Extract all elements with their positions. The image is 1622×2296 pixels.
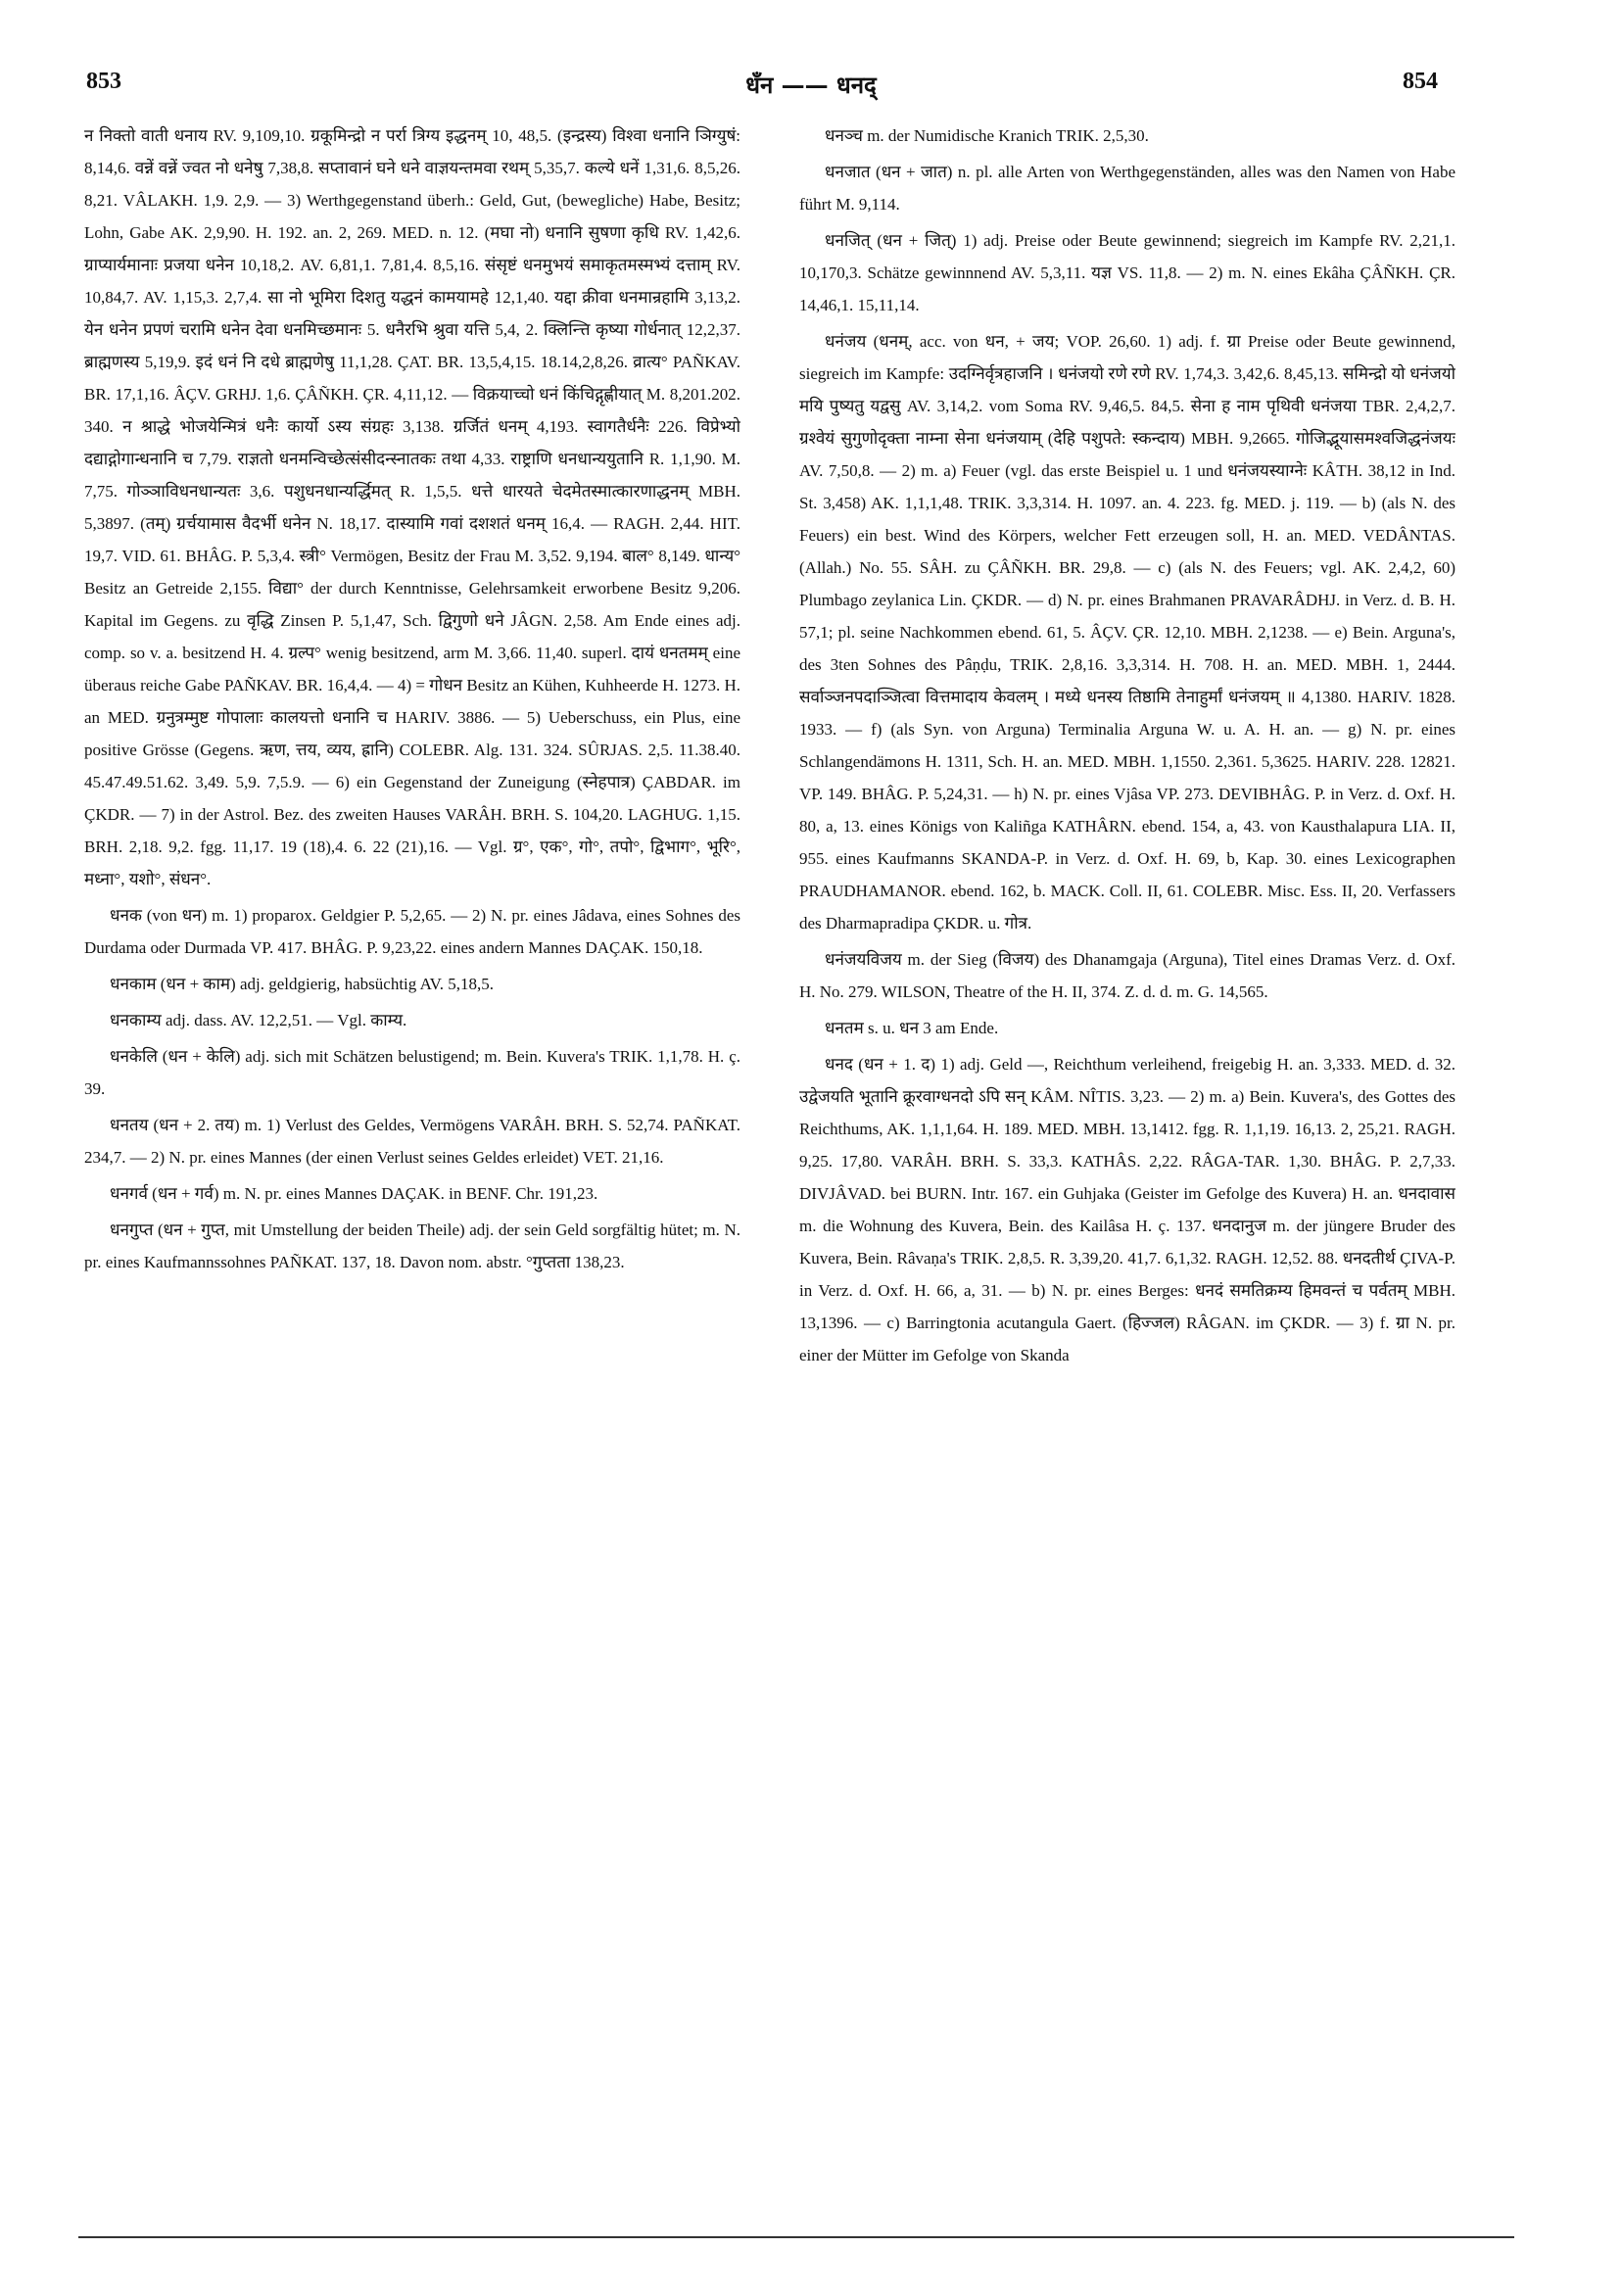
entry-dhanamjaya: धनंजय (धनम्, acc. von धन, + जय; VOP. 26,60. 1) adj. f. ग्रा Preise oder Beute gewinnend, siegreich im Kampfe: उदग्निर्वृत्रहाजनि । धनंजयो रणे रणे RV. 1,74,3. 3,42,6. 8,45,13. समिन्द्रो यो धनंजयो मयि पुष्यतु यद्वसु AV. 3,14,2. vom Soma RV. 9,46,5. 84,5. सेना ह नाम पृथिवी धनंजया TBR. 2,4,2,7. ग्रश्वेयं सुगुणोदृक्ता नाम्ना सेना धनंजयाम् (देहि पशुपते: स्कन्दाय) MBH. 9,2665. गोजिद्भूयासमश्वजिद्धनंजयः AV. 7,50,8. — 2) m. a) Feuer (vgl. das erste Beispiel u. 1 und धनंजयस्याग्नेः KÂTH. 38,12 in Ind. St. 3,458) AK. 1,1,1,48. TRIK. 3,3,314. H. 1097. an. 4. 223. fg. MED. j. 119. — b) (als N. des Feuers) ein best. Wind des Körpers, welcher Fett erzeugen soll, H. an. MED. VEDÂNTAS. (Allah.) No. 55. SÂH. zu ÇÂÑKH. BR. 29,8. — c) (als N. des Feuers; vgl. AK. 2,4,2, 60) Plumbago zeylanica Lin. ÇKDR. — d) N. pr. eines Brahmanen PRAVARÂDHJ. in Verz. d. B. H. 57,1; pl. seine Nachkommen ebend. 61, 5. ÂÇV. ÇR. 12,10. MBH. 2,1238. — e) Bein. Arguna's, des 3ten Sohnes des Pâṇḍu, TRIK. 2,8,16. 3,3,314. H. 708. H. an. MED. MBH. 1, 2444. सर्वाञ्जनपदाञ्जित्वा वित्तमादाय केवलम् । मध्ये धनस्य तिष्ठामि तेनाहुर्मां धनंजयम् ॥ 4,1380. HARIV. 1828. 1933. — f) (als Syn. von Arguna) Terminalia Arguna W. u. A. H. an. — g) N. pr. eines Schlangendämons H. 1311, Sch. H. an. MED. MBH. 1,1550. 2,361. 5,3625. HARIV. 228. 12821. VP. 149. BHÂG. P. 5,24,31. — h) N. pr. eines Vjâsa VP. 273. DEVIBHÂG. P. in Verz. d. Oxf. H. 80, a, 13. eines Königs von Kaliñga KATHÂRN. ebend. 154, a, 43. von Kausthalapura LIA. II, 955. eines Kaufmanns SKANDA-P. in Verz. d. Oxf. H. 69, b, Kap. 30. eines Lexicographen PRAUDHAMANOR. ebend. 162, b. MACK. Coll. II, 61. COLEBR. Misc. Ess. II, 20. Verfassers des Dharmapradipa ÇKDR. u. गोत्र. bbox=[799, 332, 1455, 933]
entry-dhanakama: धनकाम (धन + काम) adj. geldgierig, habsüchtig AV. 5,18,5. bbox=[110, 975, 495, 993]
left-column bbox=[84, 120, 740, 2157]
dictionary-columns bbox=[84, 120, 1455, 2157]
entry-dhanajata: धनजात (धन + जात) n. pl. alle Arten von Werthgegenständen, alles was den Namen von Habe führt M. 9,114. bbox=[799, 163, 1455, 214]
bottom-rule bbox=[78, 2236, 1514, 2238]
entry-dhanajit: धनजित् (धन + जित्) 1) adj. Preise oder Beute gewinnend; siegreich im Kampfe RV. 2,21,1. 10,170,3. Schätze gewinnnend AV. 5,3,11. यज्ञ VS. 11,8. — 2) m. N. eines Ekâha ÇÂÑKH. ÇR. 14,46,1. 15,11,14. bbox=[799, 231, 1455, 314]
entry-dhanakamya: धनकाम्य adj. dass. AV. 12,2,51. — Vgl. काम्य. bbox=[110, 1011, 407, 1029]
entry-dhana-continuation: न निक्तो वाती धनाय RV. 9,109,10. ग्रकूमिन्द्रो न पर्रा त्रिग्य इद्धनम् 10, 48,5. (इन्द्रस्य) विश्वा धनानि ञिग्युषं: 8,14,6. वन्नें वन्नें ज्वत नो धनेषु 7,38,8. सप्तावानं घने धने वाज्ञयन्तमवा रथम् 5,35,7. कल्ये धनें 1,31,6. 8,5,26. 8,21. VÂLAKH. 1,9. 2,9. — 3) Werthgegenstand überh.: Geld, Gut, (bewegliche) Habe, Besitz; Lohn, Gabe AK. 2,9,90. H. 192. an. 2, 269. MED. n. 12. (मघा नो) धनानि सुषणा कृधि RV. 1,42,6. ग्राप्यार्यमानाः प्रजया धनेन 10,18,2. AV. 6,81,1. 7,81,4. 8,5,16. संसृष्टं धनमुभयं समाकृतमस्मभ्यं दत्ताम् RV. 10,84,7. AV. 1,15,3. 2,7,4. सा नो भूमिरा दिशतु यद्धनं कामयामहे 12,1,40. यद्दा क्रीवा धनमान्रहामि 3,13,2. येन धनेन प्रपणं चरामि धनेन देवा धनमिच्छमानः 5. धनैरभि श्रुवा यत्ति 5,4, 2. क्लिन्त्ति कृष्या गोर्धनात् 12,2,37. ब्राह्मणस्य 5,19,9. इदं धनं नि दधे ब्राह्मणेषु 11,1,28. ÇAT. BR. 13,5,4,15. 18.14,2,8,26. व्रात्य° PAÑKAV. BR. 17,1,16. ÂÇV. GRHJ. 1,6. ÇÂÑKH. ÇR. 4,11,12. — विक्रयाच्चो धनं किंचिद्गृह्णीयात् M. 8,201.202. 340. न श्राद्धे भोजयेन्मित्रं धनैः कार्यो ऽस्य संग्रहः 3,138. ग्रर्जितं धनम् 4,193. स्वागतैर्धनैः 226. विप्रेभ्यो दद्याद्गोगान्धनानि च 7,79. राज्ञतो धनमन्विच्छेत्संसीदन्स्नातकः तथा 4,33. राष्ट्राणि धनधान्ययुतानि R. 1,1,90. M. 7,75. गोञ्ञाविधनधान्यतः 3,6. पशुधनधान्यर्द्धिमत् R. 1,5,5. धत्ते धारयते चेदमेतस्मात्कारणाद्धनम् MBH. 5,3897. (तम्) ग्रर्चयामास वैदर्भी धनेन N. 18,17. दास्यामि गवां दशशतं धनम् 16,4. — RAGH. 2,44. HIT. 19,7. VID. 61. BHÂG. P. 5,3,4. स्त्री° Vermögen, Besitz der Frau M. 3,52. 9,194. बाल° 8,149. धान्य° Besitz an Getreide 2,155. विद्या° der durch Kenntnisse, Gelehrsamkeit erworbene Besitz 9,206. Kapital im Gegens. zu वृद्धि Zinsen P. 5,1,47, Sch. द्विगुणो धने JÂGN. 2,58. Am Ende eines adj. comp. so v. a. besitzend H. 4. ग्रल्प° wenig besitzend, arm M. 3,66. 11,40. superl. दायं धनतमम् eine überaus reiche Gabe PAÑKAV. BR. 16,4,4. — 4) = गोधन Besitz an Kühen, Kuhheerde H. 1273. H. an MED. ग्रनुत्रम्मुष्ट गोपालाः कालयत्तो धनानि च HARIV. 3886. — 5) Ueberschuss, ein Plus, eine positive Grösse (Gegens. ऋण, त्तय, व्यय, ह्रानि) COLEBR. Alg. 131. 324. SÛRJAS. 2,5. 11.38.40. 45.47.49.51.62. 3,49. 5,9. 7,5.9. — 6) ein Gegenstand der Zuneigung (स्नेहपात्र) ÇABDAR. im ÇKDR. — 7) in der Astrol. Bez. des zweiten Hauses VARÂH. BRH. S. 104,20. LAGHUG. 1,15. BRH. 2,18. 9,2. fgg. 11,17. 19 (18),4. 6. 22 (21),16. — Vgl. ग्र°, एक°, गो°, तपो°, द्विभाग°, भूरि°, मध्ना°, यशो°, संधन°. bbox=[84, 126, 740, 888]
right-page-number: 854 bbox=[1403, 69, 1438, 94]
left-page-number: 853 bbox=[86, 69, 121, 94]
entry-dhanakeli: धनकेलि (धन + केलि) adj. sich mit Schätzen belustigend; m. Bein. Kuvera's TRIK. 1,1,78. H. ç. 39. bbox=[84, 1047, 740, 1098]
entry-dhanagarva: धनगर्व (धन + गर्व) m. N. pr. eines Mannes DAÇAK. in BENF. Chr. 191,23. bbox=[110, 1184, 598, 1203]
entry-dhanatama: धनतम s. u. धन 3 am Ende. bbox=[825, 1019, 999, 1037]
running-headword: धँन —— धनद् bbox=[745, 71, 877, 99]
entry-dhanakshaya: धनतय (धन + 2. तय) m. 1) Verlust des Geldes, Vermögens VARÂH. BRH. S. 52,74. PAÑKAT. 234,7. — 2) N. pr. eines Mannes (der einen Verlust seines Geldes erleidet) VET. 21,16. bbox=[84, 1116, 740, 1167]
entry-dhanada: धनद (धन + 1. द) 1) adj. Geld —, Reichthum verleihend, freigebig H. an. 3,333. MED. d. 32. उद्वेजयति भूतानि क्रूरवाग्धनदो ऽपि सन् KÂM. NÎTIS. 3,23. — 2) m. a) Bein. Kuvera's, des Gottes des Reichthums, AK. 1,1,1,64. H. 189. MED. MBH. 13,1412. fgg. R. 1,1,19. 16,13. 2, 25,21. RAGH. 9,25. 17,80. VARÂH. BRH. S. 33,3. KATHÂS. 2,22. RÂGA-TAR. 1,30. BHÂG. P. 2,7,33. DIVJÂVAD. bei BURN. Intr. 167. ein Guhjaka (Geister im Gefolge des Kuvera) H. an. धनदावास m. die Wohnung des Kuvera, Bein. des Kailâsa H. ç. 137. धनदानुज m. der jüngere Bruder des Kuvera, Bein. Râvaṇa's TRIK. 2,8,5. R. 3,39,20. 41,7. 6,1,32. RAGH. 12,52. 88. धनदतीर्थ ÇIVA-P. in Verz. d. Oxf. H. 66, a, 31. — b) N. pr. eines Berges: धनदं समतिक्रम्य हिमवन्तं च पर्वतम् MBH. 13,1396. — c) Barringtonia acutangula Gaert. (हिज्जल) RÂGAN. im ÇKDR. — 3) f. ग्रा N. pr. einer der Mütter im Gefolge von Skanda bbox=[799, 1055, 1455, 1364]
page-header bbox=[0, 69, 1622, 108]
entry-dhanagupta: धनगुप्त (धन + गुप्त, mit Umstellung der beiden Theile) adj. der sein Geld sorgfältig hütet; m. N. pr. eines Kaufmannssohnes PAÑKAT. 137, 18. Davon nom. abstr. °गुप्तता 138,23. bbox=[84, 1220, 740, 1271]
entry-dhanaka: धनक (von धन) m. 1) proparox. Geldgier P. 5,2,65. — 2) N. pr. eines Jâdava, eines Sohnes des Durdama oder Durmada VP. 417. BHÂG. P. 9,23,22. eines andern Mannes DAÇAK. 150,18. bbox=[84, 906, 740, 957]
entry-dhananchu: धनञ्च m. der Numidische Kranich TRIK. 2,5,30. bbox=[825, 126, 1149, 145]
entry-dhanamjayavijaya: धनंजयविजय m. der Sieg (विजय) des Dhanamgaja (Arguna), Titel eines Dramas Verz. d. Oxf. H. No. 279. WILSON, Theatre of the H. II, 374. Z. d. d. m. G. 14,565. bbox=[799, 950, 1455, 1001]
right-column bbox=[799, 120, 1455, 2157]
